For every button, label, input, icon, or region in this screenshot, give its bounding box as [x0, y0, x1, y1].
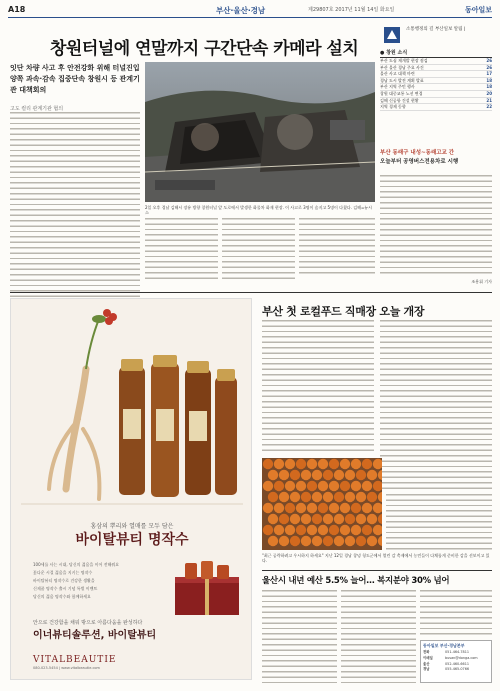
persimmon — [296, 525, 306, 535]
index-item[interactable] — [380, 71, 492, 78]
persimmon — [323, 514, 333, 524]
ad-logo: VITALBEAUTIE — [33, 655, 117, 665]
persimmon — [312, 536, 322, 546]
contact-row — [423, 667, 489, 673]
index-item-page: 26 — [486, 58, 492, 63]
persimmon — [362, 525, 372, 535]
index-item-label: 창원 대중교통 노선 변경 — [380, 90, 423, 96]
ad-brand-title: 이너뷰티솔루션, 바이탈뷰티 — [33, 630, 157, 641]
persimmon — [312, 514, 322, 524]
persimmon — [323, 470, 333, 480]
product-bottles — [119, 355, 237, 497]
crash-photo — [145, 62, 375, 202]
contact-value: 055-465-0766 — [445, 667, 470, 672]
contact-key: 울산 — [423, 661, 430, 666]
persimmon — [340, 503, 350, 513]
persimmon — [351, 459, 361, 469]
persimmon — [323, 492, 333, 502]
gift-box-icon — [171, 561, 243, 617]
persimmon — [318, 481, 328, 491]
persimmon — [307, 525, 317, 535]
persimmon — [274, 525, 284, 535]
persimmon — [307, 459, 317, 469]
persimmon — [290, 470, 300, 480]
ad-tagline: 홍삼의 뿌리와 열매를 모두 담은 — [90, 523, 174, 530]
persimmon — [279, 514, 289, 524]
ginseng-advertisement[interactable] — [10, 298, 252, 680]
index-item[interactable] — [380, 91, 492, 98]
persimmon — [334, 492, 344, 502]
index-title: ● 창원 소식 — [380, 49, 492, 58]
persimmon — [334, 514, 344, 524]
ad-brand-line: 안으로 건강함을 채워 밖으로 아름다움을 완성하다 — [33, 620, 143, 626]
index-item-label: 부산 도심 재개발 현장 점검 — [380, 58, 428, 63]
persimmon — [274, 481, 284, 491]
paper-name: 동아일보 — [464, 6, 492, 14]
persimmon — [329, 459, 339, 469]
persimmon — [296, 503, 306, 513]
side-story — [380, 150, 492, 166]
index-item-label: 지역 경제 동향 — [380, 104, 406, 110]
persimmon — [279, 470, 289, 480]
persimmon — [340, 525, 350, 535]
page-number: A18 — [8, 5, 26, 14]
contact-title: 동아일보 부산·경남본부 — [423, 643, 465, 648]
persimmon — [329, 481, 339, 491]
index-item-label: 울산 사고 대책 마련 — [380, 71, 415, 77]
persimmon — [268, 492, 278, 502]
persimmon — [268, 536, 278, 546]
persimmon — [274, 503, 284, 513]
persimmon — [301, 514, 311, 524]
index-item[interactable] — [380, 104, 492, 111]
contact-value: 052-460-6611 — [445, 661, 470, 666]
lead-subhead: 잇단 차량 사고 후 안전강화 위해 터널진입 양쪽 과속·감속 집중단속 창원시 등 관계기관 대책회의 — [10, 64, 140, 94]
persimmon — [307, 503, 317, 513]
ad-copy-line: 신제품 명작수 출시 기념 특별 이벤트 — [33, 586, 98, 591]
bottom-story-headline: 울산시 내년 예산 5.5% 늘어… 복지분야 30% 넘어 — [262, 576, 450, 586]
index-list — [380, 58, 492, 111]
persimmon-photo-caption: "최근 공략하려고 우시하지 하세요" 지난 12일 경남 창녕 청도군에서 열린 감 축제에서 농민들이 다채롭게 준비한 감을 선보이고 있다. — [262, 553, 490, 563]
persimmon — [367, 470, 377, 480]
lead-headline: 창원터널에 연말까지 구간단속 카메라 설치 — [50, 39, 359, 59]
persimmon — [263, 525, 273, 535]
persimmon — [356, 514, 366, 524]
persimmon — [285, 481, 295, 491]
persimmon — [279, 536, 289, 546]
persimmon — [334, 536, 344, 546]
persimmon — [351, 481, 361, 491]
bottom-story-body-col-1 — [262, 590, 337, 685]
bottom-story-body-col-2 — [341, 590, 416, 685]
side-story-byline: 조용휘 기자 — [471, 279, 492, 284]
persimmon — [367, 492, 377, 502]
persimmon — [290, 536, 300, 546]
persimmon — [356, 536, 366, 546]
ad-copy-line: 꽃다운 시절 젊음을 지키는 명작수 — [33, 570, 93, 575]
persimmon — [318, 503, 328, 513]
persimmon — [367, 514, 377, 524]
persimmon — [345, 470, 355, 480]
side-story-body — [380, 175, 492, 275]
persimmon-photo — [262, 458, 382, 550]
mid-story-body-col-2 — [380, 320, 492, 490]
persimmon — [318, 459, 328, 469]
contact-key: 이메일 — [423, 655, 433, 660]
index-item-page: 20 — [486, 90, 492, 96]
ad-copy — [33, 561, 173, 601]
persimmon — [329, 525, 339, 535]
persimmon — [334, 470, 344, 480]
persimmon — [312, 492, 322, 502]
persimmon — [362, 481, 372, 491]
persimmon — [274, 459, 284, 469]
persimmon — [285, 503, 295, 513]
index-item[interactable] — [380, 58, 492, 65]
persimmon — [356, 470, 366, 480]
mid-story-headline: 부산 첫 로컬푸드 직매장 오늘 개장 — [262, 305, 425, 318]
persimmon — [301, 536, 311, 546]
persimmon — [307, 481, 317, 491]
index-item-page: 26 — [486, 64, 492, 70]
issue-info: 제29807호 2017년 11월 14일 화요일 — [308, 7, 395, 13]
index-item-page: 17 — [486, 71, 492, 77]
persimmon — [279, 492, 289, 502]
persimmon — [263, 503, 273, 513]
persimmon — [301, 492, 311, 502]
persimmon — [285, 459, 295, 469]
persimmon — [318, 525, 328, 535]
ad-product-illustration — [11, 299, 252, 521]
persimmon — [263, 459, 273, 469]
ad-title: 바이탈뷰티 명작수 — [75, 532, 189, 548]
lead-body-col-2 — [145, 218, 218, 283]
persimmon — [345, 536, 355, 546]
index-item-label: 김해 신공항 건설 현황 — [380, 97, 419, 103]
persimmon — [329, 503, 339, 513]
persimmon — [290, 492, 300, 502]
persimmon — [285, 525, 295, 535]
persimmon — [367, 536, 377, 546]
bottom-divider — [262, 570, 492, 571]
index-item-page: 21 — [486, 97, 492, 103]
contact-value: 051-464-7811 — [445, 650, 470, 654]
persimmon — [296, 459, 306, 469]
persimmon — [362, 459, 372, 469]
persimmon — [301, 470, 311, 480]
lead-kicker: 고도 컬리 관계기관 협의 — [10, 106, 64, 112]
lead-body-col-1 — [10, 112, 140, 297]
crash-photo-caption: 2일 오후 경남 김해시 장유 방향 창원터널 앞 도로에서 발생한 화물차 화재 현장. 이 사고로 3명이 숨지고 5명이 다쳤다. 김해=뉴시스 — [145, 205, 373, 215]
lead-body-col-4 — [299, 218, 375, 276]
ad-copy-line: 100세를 사는 시대, 당신의 젊음을 이어 전해줘요 — [33, 562, 120, 567]
index-item-label: 경남 도시 발전 계획 발표 — [380, 77, 424, 83]
index-item-label: 부산 울산 경남 주요 사건 — [380, 64, 424, 70]
contact-key: 경남 — [423, 667, 430, 672]
persimmon — [312, 470, 322, 480]
contact-key: 전화 — [423, 650, 430, 654]
mid-story-body-col-3 — [386, 494, 492, 550]
index-item-label: 부산 지역 주민 행사 — [380, 84, 415, 90]
ad-contact: 080-023-5454 | www.vitalbeautie.com — [33, 666, 100, 670]
persimmon — [263, 481, 273, 491]
index-item-page: 18 — [486, 77, 492, 83]
persimmon — [268, 514, 278, 524]
index-box — [380, 25, 492, 147]
side-story-subtitle: 오늘부터 공영버스전용차로 시행 — [380, 159, 459, 165]
persimmon — [351, 503, 361, 513]
side-story-title: 부산 동래구 내성~동래고교 간 — [380, 150, 455, 156]
index-meta: 소통행정의 길 부산일보 알림 | — [406, 27, 466, 32]
persimmon — [268, 470, 278, 480]
section-title: 부산·울산·경남 — [216, 6, 266, 15]
ad-copy-line: 바이탈뷰티 명작수로 건강한 생활을 — [33, 578, 95, 583]
masthead — [8, 5, 492, 18]
persimmon — [351, 525, 361, 535]
index-item-page: 22 — [486, 104, 492, 110]
persimmon — [290, 514, 300, 524]
bottom-story-body-col-3 — [420, 590, 492, 636]
contact-box — [420, 640, 492, 683]
persimmon — [345, 514, 355, 524]
persimmon — [296, 481, 306, 491]
persimmon — [340, 459, 350, 469]
channel-logo-icon — [382, 25, 402, 45]
persimmon — [345, 492, 355, 502]
persimmon — [323, 536, 333, 546]
section-divider — [10, 292, 492, 293]
index-item-page: 18 — [486, 84, 492, 90]
persimmon — [362, 503, 372, 513]
contact-value: busan@donga.com — [445, 655, 478, 660]
mid-story-body-col-1 — [262, 320, 374, 455]
ad-copy-line: 당신의 젊음 명작수와 함께하세요 — [33, 594, 91, 599]
persimmon — [356, 492, 366, 502]
lead-body-col-3 — [222, 218, 295, 283]
persimmon — [340, 481, 350, 491]
index-item[interactable] — [380, 84, 492, 91]
